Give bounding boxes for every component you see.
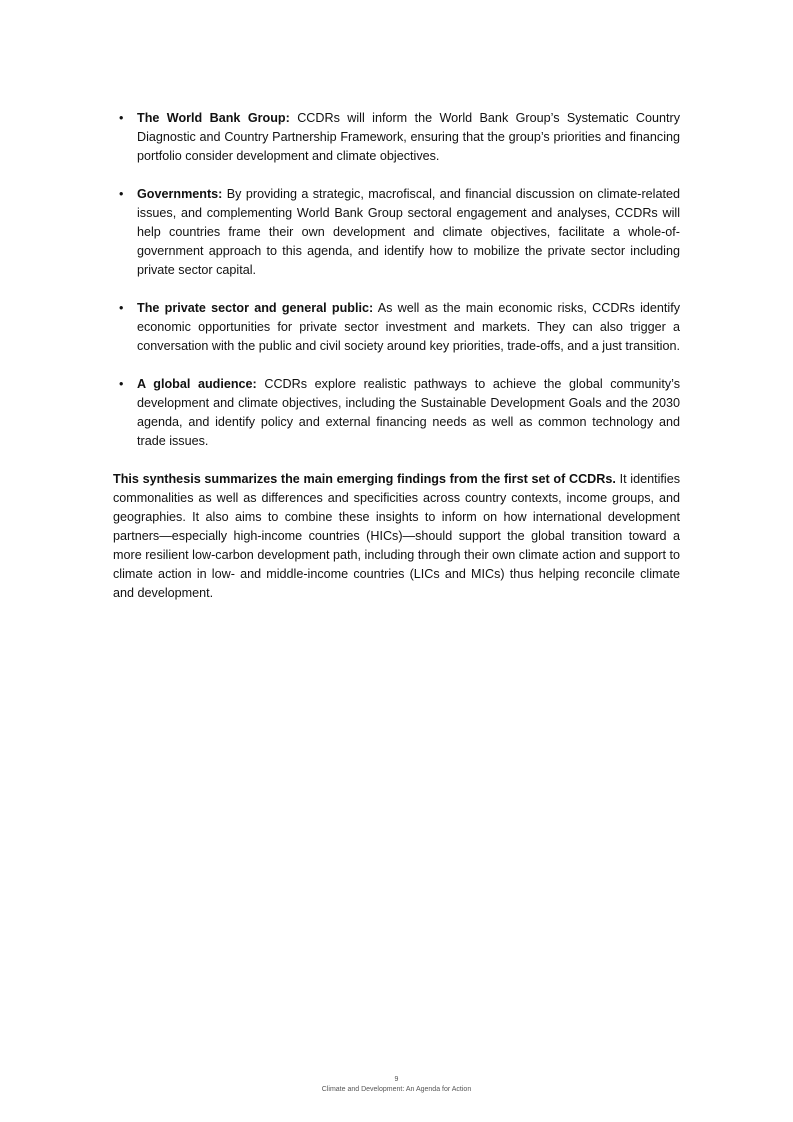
summary-paragraph — [113, 470, 680, 603]
bullet-item-world-bank-group — [113, 109, 680, 166]
publication-title: Climate and Development: An Agenda for Action — [321, 1086, 472, 1093]
bullet-dot-icon: • — [119, 111, 124, 125]
summary-text: It identifies commonalities as well as differences and specificities across country contexts, income groups, and geographies. It also aims to combine these insights to inform on how international development partners—especially high-income countries (HICs)—should support the global transition toward a more resilient low-carbon development path, including through their own climate action and support to climate action in low- and middle-income countries (LICs and MICs) thus helping reconcile climate and development. — [113, 472, 680, 600]
bullet-dot-icon: • — [119, 377, 124, 391]
bullet-text: By providing a strategic, macrofiscal, and financial discussion on climate-related issues, and complementing World Bank Group sectoral engagement and analyses, CCDRs will help countries frame their own development and climate objectives, facilitate a whole-of-government approach to this agenda, and identify how to mobilize the private sector including private sector capital. — [137, 187, 680, 277]
page-footer — [0, 1075, 793, 1095]
bullet-lead: The private sector and general public: — [137, 301, 374, 315]
bullet-item-global-audience — [113, 375, 680, 451]
page-number: 9 — [394, 1076, 399, 1083]
body-content — [113, 109, 680, 603]
bullet-lead: A global audience: — [137, 377, 257, 391]
summary-lead: This synthesis summarizes the main emerging findings from the first set of CCDRs. — [113, 472, 616, 486]
bullet-dot-icon: • — [119, 301, 124, 315]
bullet-text: CCDRs explore realistic pathways to achieve the global community’s development and climate objectives, including the Sustainable Development Goals and the 2030 agenda, and identify policy and external financing needs as well as common technology and trade issues. — [137, 377, 680, 448]
audience-bullet-list — [113, 109, 680, 451]
bullet-dot-icon: • — [119, 187, 124, 201]
bullet-item-governments — [113, 185, 680, 280]
bullet-lead: The World Bank Group: — [137, 111, 290, 125]
bullet-text: CCDRs will inform the World Bank Group’s Systematic Country Diagnostic and Country Partnership Framework, ensuring that the group’s priorities and financing portfolio consider development and climate objectives. — [137, 111, 680, 163]
bullet-item-private-sector — [113, 299, 680, 356]
bullet-text: As well as the main economic risks, CCDRs identify economic opportunities for private sector investment and markets. They can also trigger a conversation with the public and civil society around key priorities, trade-offs, and a just transition. — [137, 301, 680, 353]
bullet-lead: Governments: — [137, 187, 223, 201]
